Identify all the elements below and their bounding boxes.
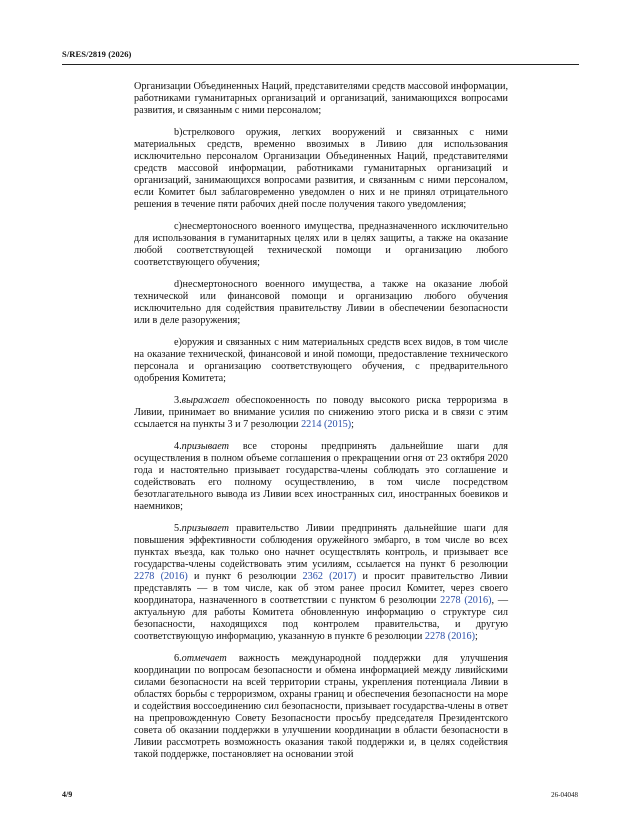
resolution-link[interactable]: 2278 (2016): [440, 595, 492, 606]
paragraph-text: несмертоносного военного имущества, а также на оказание любой технической или финансовой помощи и организацию любого обучения исключительно для содействия правительству Ливии в обеспечении безопасности или в деле разоружения;: [134, 279, 508, 326]
paragraph-3: [134, 395, 508, 431]
paragraph-text: несмертоносного военного имущества, предназначенного исключительно для использования в гуманитарных целях или в целях защиты, а также на оказание любой соответствующей технической помощи и организацию любого соответствующего обучения;: [134, 221, 508, 268]
header-rule: [62, 64, 579, 65]
operative-verb: призывает: [181, 523, 229, 534]
operative-verb: отмечает: [181, 653, 227, 664]
document-symbol: S/RES/2819 (2026): [62, 49, 132, 59]
paragraph-text: и просит правительство Ливии представлять — в том числе, как об этом ранее просил Комитет, через своего координатора, назначенного в соответствии с пунктом 6 резолюции: [134, 571, 508, 606]
paragraph-text: оружия и связанных с ним материальных средств всех видов, в том числе на оказание технической, финансовой и иной помощи, предоставление технического персонала и организацию соответствующего обучения, с предварительного одобрения Комитета;: [134, 337, 508, 384]
resolution-link[interactable]: 2278 (2016): [424, 631, 475, 642]
subparagraph-c: [134, 221, 508, 269]
document-code: 26-04048: [551, 791, 578, 799]
paragraph-text: правительство Ливии предпринять дальнейшие шаги для повышения эффективности соблюдения оружейного эмбарго, в том числе во всех пунктах въезда, как только оно начнет осуществлять контроль, и призывает все государства-члены содействовать этим усилиям, ссылается на пункт 6 резолюции: [134, 523, 508, 570]
paragraph-text: обеспокоенность по поводу высокого риска терроризма в Ливии, принимает во внимание усилия по снижению этого риска и в связи с этим ссылается на пункты 3 и 7 резолюции: [134, 395, 508, 430]
paragraph-number: 4.: [174, 441, 182, 452]
subparagraph-label: c): [174, 221, 182, 232]
subparagraph-label: e): [174, 337, 182, 348]
resolution-link[interactable]: 2278 (2016): [134, 571, 188, 582]
subparagraph-label: d): [174, 279, 183, 290]
paragraph-text: Организации Объединенных Наций, представителями средств массовой информации, работниками гуманитарных организаций и организаций, занимающихся вопросами развития, и связанным с ними персоналом;: [134, 81, 508, 116]
paragraph-text: стрелкового оружия, легких вооружений и связанных с ними материальных средств, временно ввозимых в Ливию для использования исключительно персоналом Организации Объединенных Наций, представителями средств массовой информации, работниками гуманитарных организаций и организаций, занимающихся вопросами развития, и связанным с ними персоналом, если Комитет был заблаговременно уведомлен о них и не принял отрицательного решения в течение пяти рабочих дней после получения такого уведомления;: [134, 127, 508, 210]
paragraph-text: и пункт 6 резолюции: [187, 571, 303, 582]
subparagraph-label: b): [174, 127, 183, 138]
paragraph-5: [134, 523, 508, 643]
paragraph-4: [134, 441, 508, 513]
paragraph-text: , — актуальную для работы Комитета обновленную информацию о структуре сил безопасности, находящихся под контролем правительства, и другую соответствующую информацию, указанную в пункте 6 резолюции: [134, 595, 508, 642]
paragraph-continuation: [134, 81, 508, 117]
resolution-link[interactable]: 2214 (2015): [301, 419, 352, 430]
operative-verb: выражает: [181, 395, 230, 406]
paragraph-text: все стороны предпринять дальнейшие шаги для осуществления в полном объеме соглашения о прекращении огня от 23 октября 2020 года и настоятельно призывает государства-члены соблюдать это соглашение и содействовать его полному осуществлению, в том числе посредством безотлагательного вывода из Ливии всех иностранных сил, иностранных боевиков и наемников;: [134, 441, 508, 512]
document-body: [134, 81, 508, 771]
page-number: 4/9: [62, 790, 73, 799]
operative-verb: призывает: [181, 441, 229, 452]
paragraph-number: 5.: [174, 523, 182, 534]
paragraph-text: важность международной поддержки для улучшения координации по вопросам безопасности и обмена информацией между ливийскими силами безопасности на всей территории страны, укрепления потенциала Ливии в областях борьбы с терроризмом, охраны границ и обеспечения безопасности на море и содействия воссоединению сил безопасности, призывает государства-члены в ответ на препровожденную Совету Безопасности просьбу председателя Президентского совета об оказании поддержки в улучшении координации в области безопасности в Ливии рассмотреть возможность оказания такой поддержки и, в целях содействия такой поддержке, постановляет на основании этой: [134, 653, 508, 760]
subparagraph-e: [134, 337, 508, 385]
subparagraph-d: [134, 279, 508, 327]
resolution-link[interactable]: 2362 (2017): [302, 571, 357, 582]
paragraph-number: 6.: [174, 653, 182, 664]
paragraph-text: ;: [474, 631, 478, 642]
paragraph-6: [134, 653, 508, 761]
paragraph-number: 3.: [174, 395, 182, 406]
paragraph-text: ;: [351, 419, 355, 430]
subparagraph-b: [134, 127, 508, 211]
